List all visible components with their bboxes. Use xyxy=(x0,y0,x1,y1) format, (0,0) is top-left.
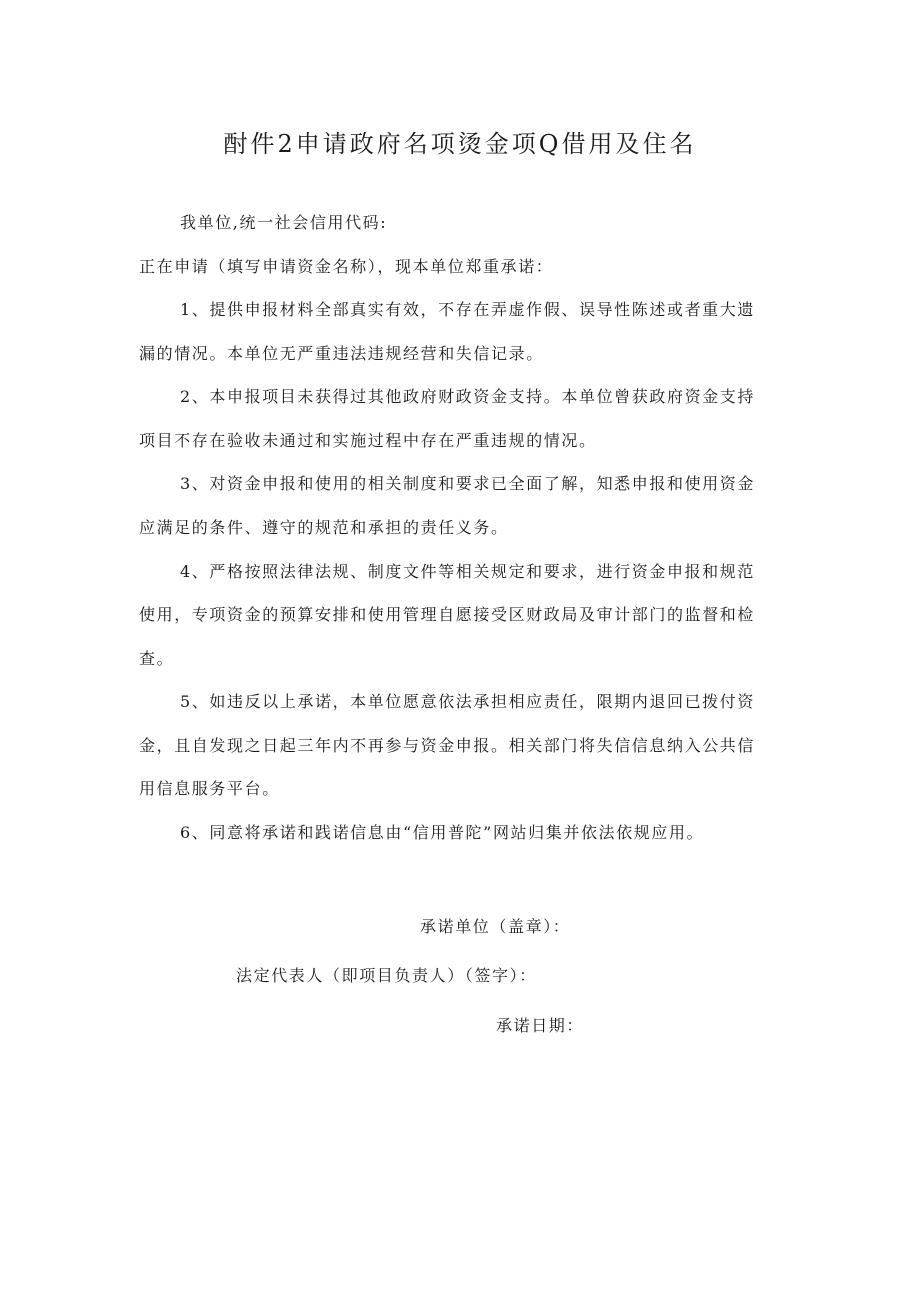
item-1-line-2: 漏的情况。本单位无严重违法违规经营和失信记录。 xyxy=(139,344,544,363)
item-1-line-1: 1、提供申报材料全部真实有效，不存在弄虚作假、误导性陈述或者重大遗 xyxy=(180,300,755,319)
item-4-line-2: 使用，专项资金的预算安排和使用管理自愿接受区财政局及审计部门的监督和检 xyxy=(139,605,756,624)
item-2-line-2: 项目不存在验收未通过和实施过程中存在严重违规的情况。 xyxy=(139,431,597,450)
item-3-line-1: 3、对资金申报和使用的相关制度和要求已全面了解，知悉申报和使用资金 xyxy=(180,474,755,493)
item-5-line-1: 5、如违反以上承诺，本单位愿意依法承担相应责任，限期内退回已拨付资 xyxy=(180,692,755,711)
item-3-line-2: 应满足的条件、遵守的规范和承担的责任义务。 xyxy=(139,518,509,537)
signature-date: 承诺日期： xyxy=(496,1016,585,1035)
item-2-line-1: 2、本申报项目未获得过其他政府财政资金支持。本单位曾获政府资金支持 xyxy=(180,387,755,406)
item-5-line-3: 用信息服务平台。 xyxy=(139,779,280,798)
item-4-line-1: 4、严格按照法律法规、制度文件等相关规定和要求，进行资金申报和规范 xyxy=(180,562,755,581)
document-title: 酎件2申请政府名项烫金项Q借用及住名 xyxy=(223,130,697,158)
signature-representative: 法定代表人（即项目负责人）（签字）： xyxy=(236,966,537,985)
item-4-line-3: 查。 xyxy=(139,649,175,668)
intro-line-applying: 正在申请（填写申请资金名称），现本单位郑重承诺： xyxy=(139,257,554,276)
signature-unit: 承诺单位（盖章）： xyxy=(420,917,571,936)
item-5-line-2: 金，且自发现之日起三年内不再参与资金申报。相关部门将失信信息纳入公共信 xyxy=(139,736,756,755)
intro-line-credit-code: 我单位,统一社会信用代码: xyxy=(180,213,388,232)
item-6-line-1: 6、同意将承诺和践诺信息由“信用普陀”网站归集并依法依规应用。 xyxy=(180,823,705,842)
